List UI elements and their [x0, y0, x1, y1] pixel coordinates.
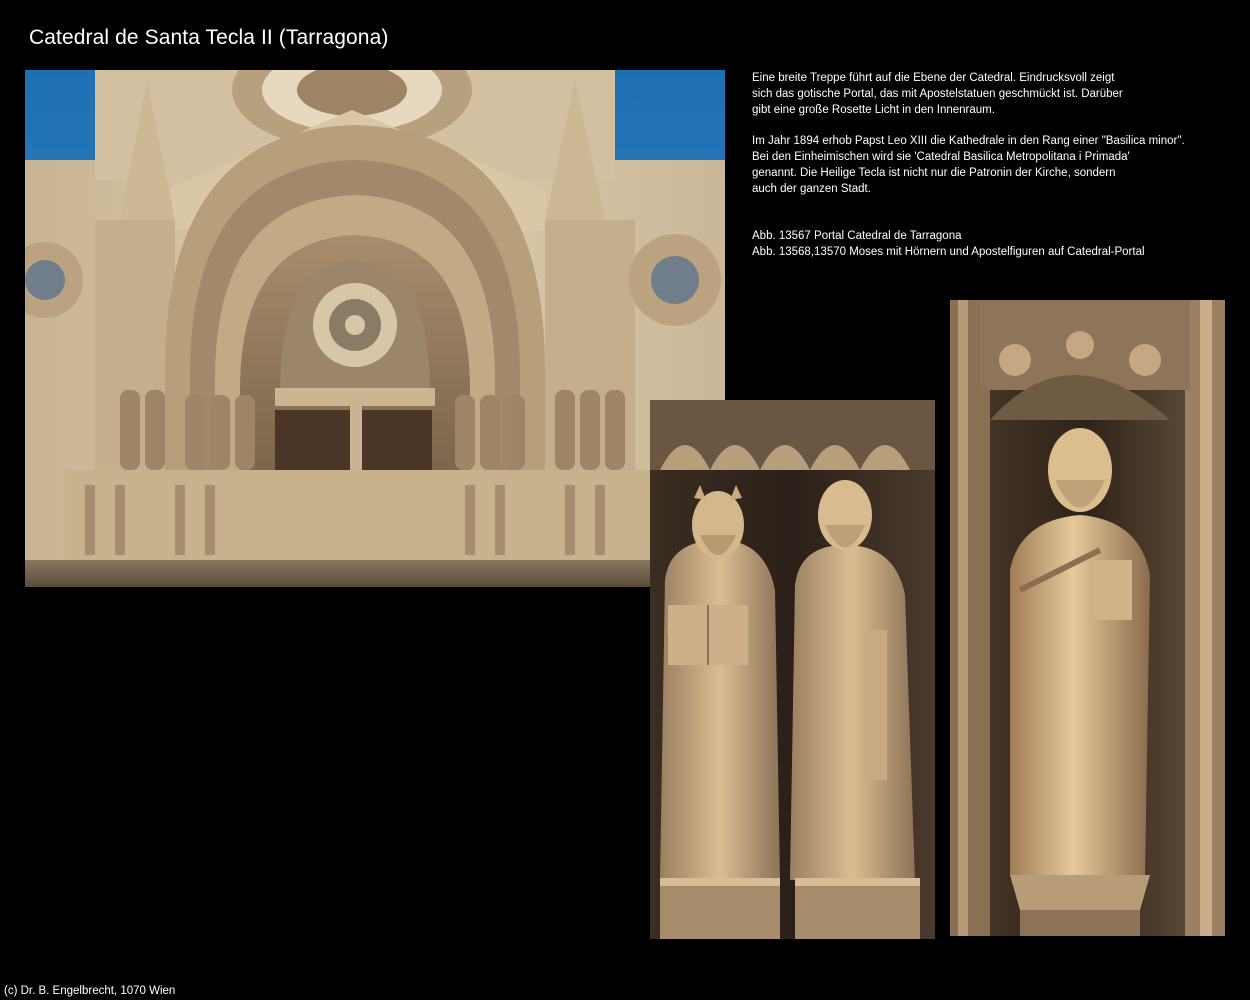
page-title: Catedral de Santa Tecla II (Tarragona)	[29, 26, 389, 49]
photo-cathedral-portal	[25, 70, 725, 587]
description-paragraph-2	[752, 133, 1185, 197]
text-line: Bei den Einheimischen wird sie 'Catedral Basilica Metropolitana i Primada'	[752, 151, 1130, 163]
photo-apostle-statue	[950, 300, 1225, 936]
text-line: Im Jahr 1894 erhob Papst Leo XIII die Kathedrale in den Rang einer "Basilica minor".	[752, 135, 1185, 147]
text-line: gibt eine große Rosette Licht in den Innenraum.	[752, 104, 995, 116]
photo-moses-apostle-statues	[650, 400, 935, 939]
text-line: Eine breite Treppe führt auf die Ebene der Catedral. Eindrucksvoll zeigt	[752, 72, 1115, 84]
image-captions	[752, 228, 1145, 260]
text-line: sich das gotische Portal, das mit Apostelstatuen geschmückt ist. Darüber	[752, 88, 1123, 100]
copyright-footer: (c) Dr. B. Engelbrecht, 1070 Wien	[4, 985, 176, 997]
caption-facade: Abb. 13567 Portal Catedral de Tarragona	[752, 230, 962, 242]
caption-statues: Abb. 13568,13570 Moses mit Hörnern und Apostelfiguren auf Catedral-Portal	[752, 246, 1145, 258]
description-paragraph-1	[752, 70, 1123, 118]
text-line: genannt. Die Heilige Tecla ist nicht nur die Patronin der Kirche, sondern	[752, 167, 1116, 179]
text-line: auch der ganzen Stadt.	[752, 183, 871, 195]
